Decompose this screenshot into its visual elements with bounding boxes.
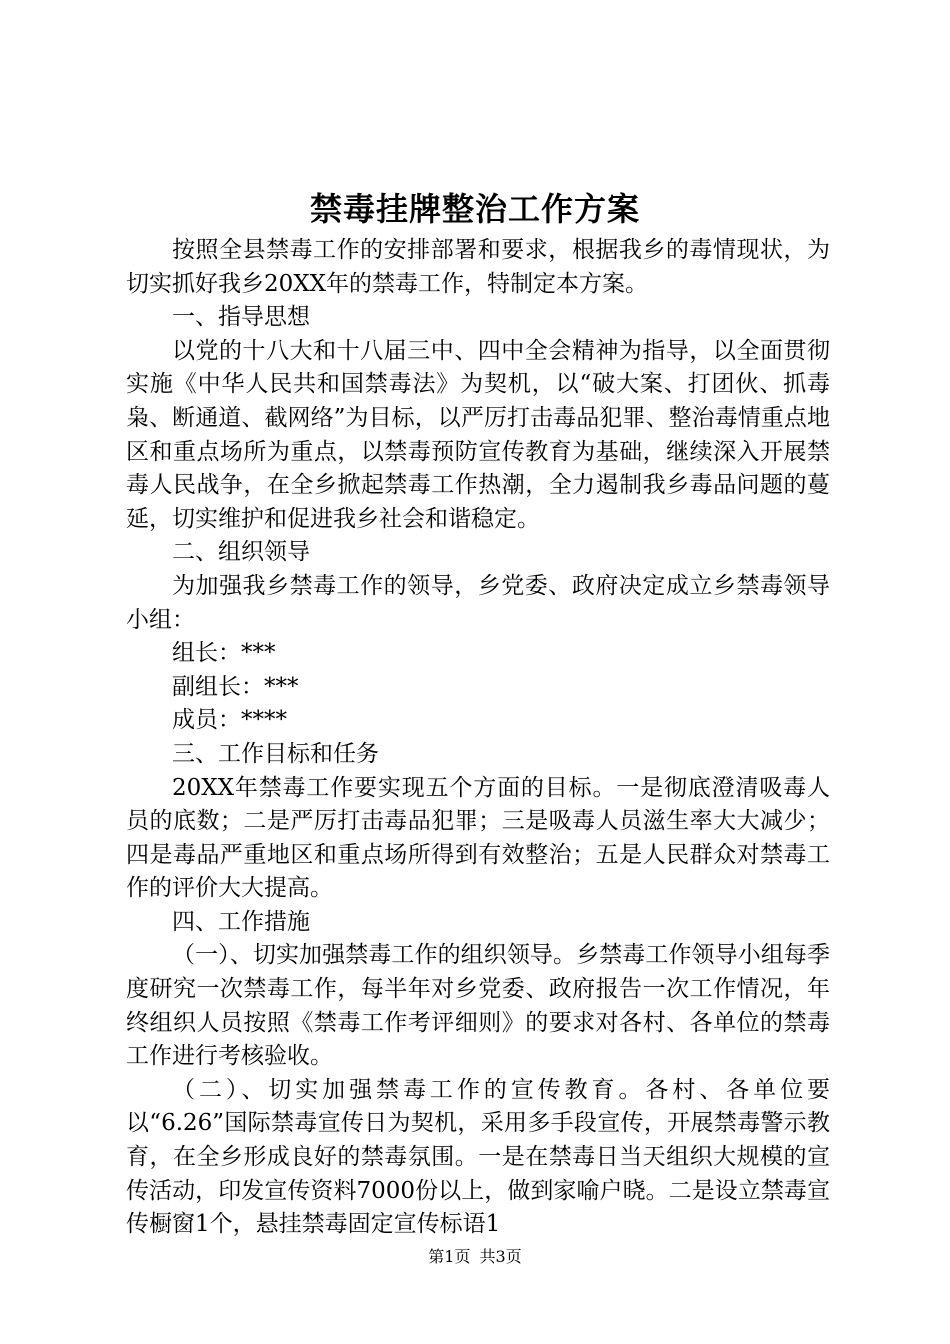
- page-number: 第1页: [428, 1247, 471, 1266]
- document-title: 禁毒挂牌整治工作方案: [309, 190, 640, 228]
- group-leader-line: 组长：***: [172, 640, 276, 667]
- page-footer: [0, 1246, 950, 1268]
- guiding-thought-paragraph: 以党的十八大和十八届三中、四中全会精神为指导，以全面贯彻实施《中华人民共和国禁毒法》为契机，以“破大案、打团伙、抓毒枭、断通道、截网络”为目标，以严厉打击毒品犯罪、整治毒情重点地区和重点场所为重点，以禁毒预防宣传教育为基础，继续深入开展禁毒人民战争，在全乡掀起禁毒工作热潮，全力遏制我乡毒品问题的蔓延，切实维护和促进我乡社会和谐稳定。: [126, 337, 830, 532]
- measure-one-paragraph: （一）、切实加强禁毒工作的组织领导。乡禁毒工作领导小组每季度研究一次禁毒工作，每半年对乡党委、政府报告一次工作情况，年终组织人员按照《禁毒工作考评细则》的要求对各村、各单位的禁毒工作进行考核验收。: [126, 942, 830, 1070]
- members-line: 成员：****: [172, 707, 287, 734]
- section-heading-organization: 二、组织领导: [172, 539, 310, 566]
- section-heading-goals: 三、工作目标和任务: [172, 740, 379, 767]
- deputy-leader-line: 副组长：***: [172, 673, 299, 700]
- document-body: [126, 234, 830, 1242]
- measure-two-paragraph: （二）、切实加强禁毒工作的宣传教育。各村、各单位要以“6.26”国际禁毒宣传日为契机，采用多手段宣传，开展禁毒警示教育，在全乡形成良好的禁毒氛围。一是在禁毒日当天组织大规模的宣传活动，印发宣传资料7000份以上，做到家喻户晓。二是设立禁毒宣传橱窗1个，悬挂禁毒固定宣传标语1: [126, 1076, 830, 1238]
- section-heading-measures: 四、工作措施: [172, 908, 310, 935]
- intro-paragraph: 按照全县禁毒工作的安排部署和要求，根据我乡的毒情现状，为切实抓好我乡20XX年的禁毒工作，特制定本方案。: [126, 237, 830, 297]
- section-heading-guiding-thought: 一、指导思想: [172, 304, 310, 331]
- page-total: 共3页: [479, 1247, 522, 1266]
- organization-paragraph: 为加强我乡禁毒工作的领导，乡党委、政府决定成立乡禁毒领导小组：: [126, 572, 830, 633]
- goals-paragraph: 20XX年禁毒工作要实现五个方面的目标。一是彻底澄清吸毒人员的底数；二是严厉打击毒品犯罪；三是吸毒人员滋生率大大减少；四是毒品严重地区和重点场所得到有效整治；五是人民群众对禁毒工作的评价大大提高。: [126, 774, 830, 902]
